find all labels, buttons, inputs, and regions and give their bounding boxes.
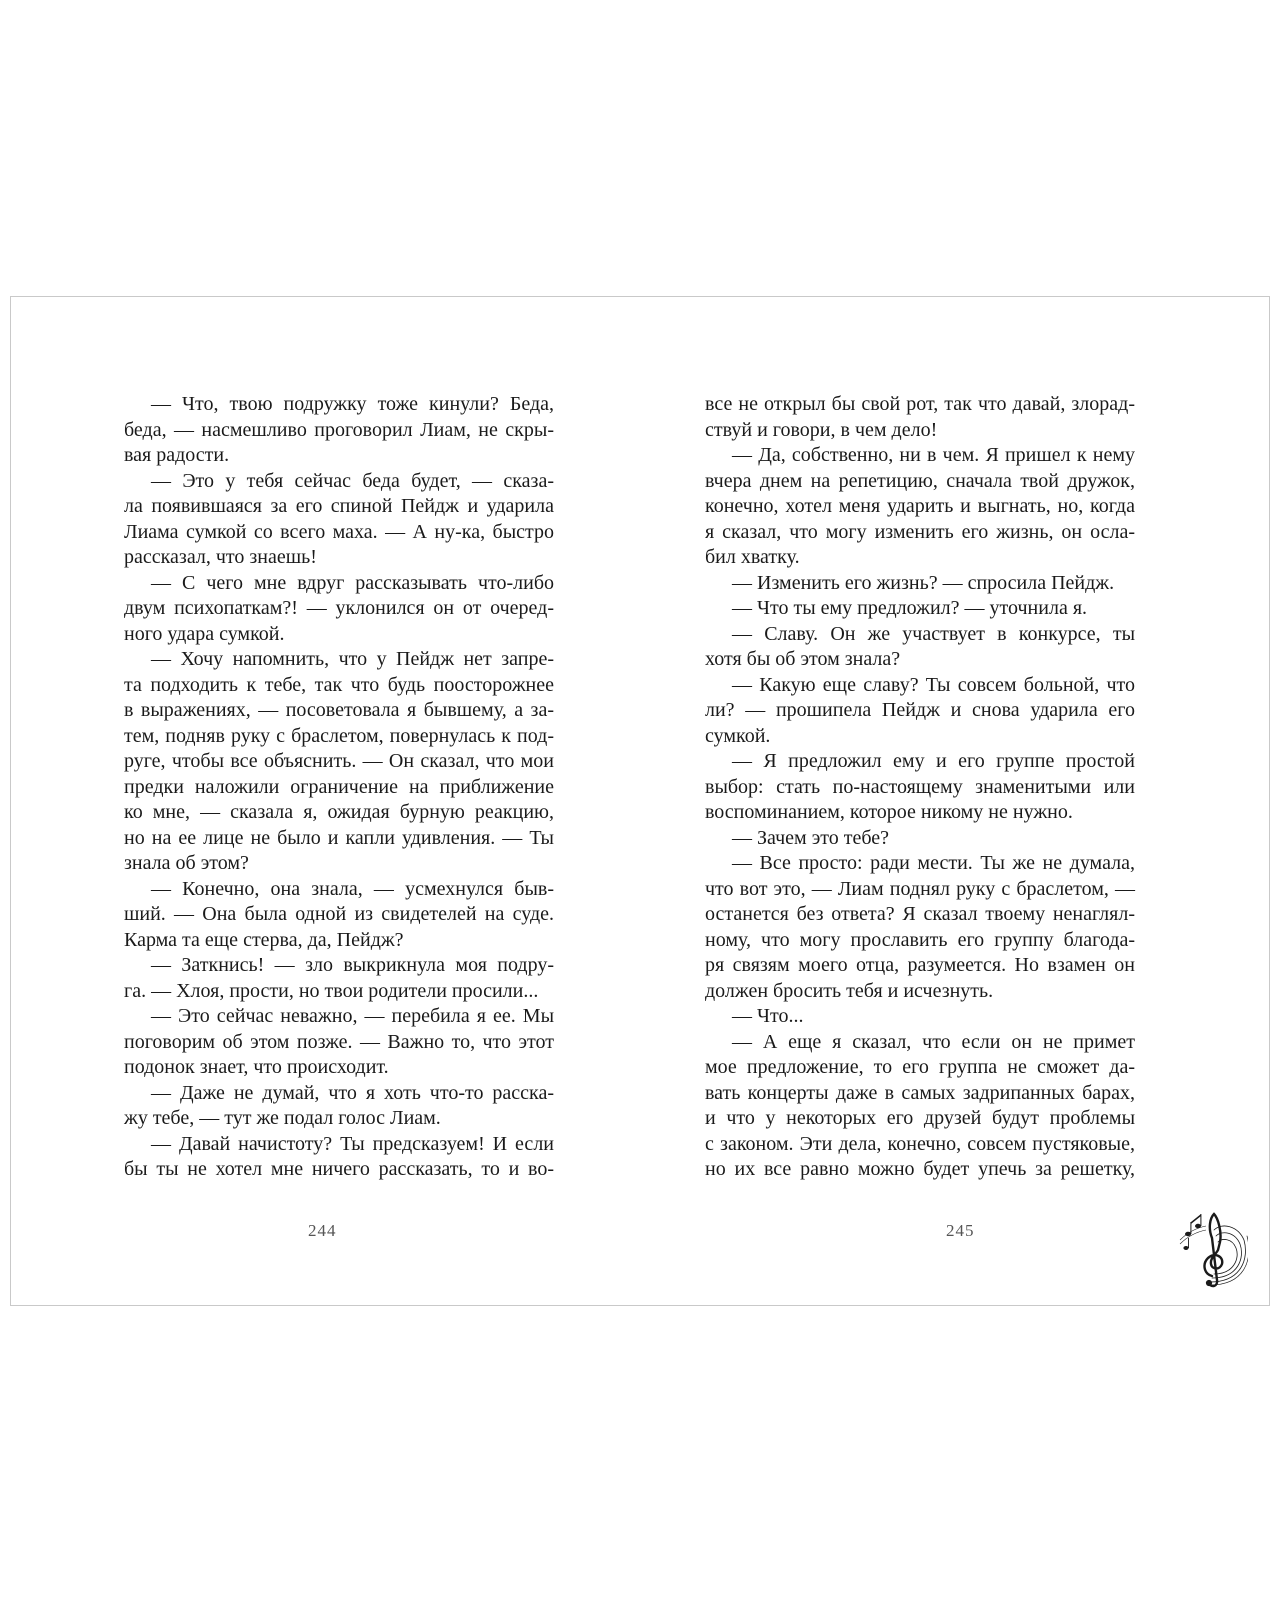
text-line: знала об этом? [124,852,249,874]
treble-clef-icon [1178,1208,1248,1288]
text-line: — Что... [732,1005,804,1027]
text-line: — А еще я сказал, что если он не примет [732,1030,1135,1053]
text-line: беда, — насмешливо проговорил Лиам, не скры- [124,418,554,441]
text-line: — Да, собственно, ни в чем. Я пришел к нему [732,444,1135,466]
text-line: жу тебе, — тут же подал голос Лиам. [124,1107,441,1129]
text-line: воспоминанием, которое никому не нужно. [705,801,1073,823]
text-line: ко мне, — сказала я, ожидая бурную реакцию, [124,801,554,823]
text-line: рассказал, что знаешь! [124,546,317,568]
text-line: вчера днем на репетицию, сначала твой дружок, [705,469,1135,492]
text-line: — Что, твою подружку тоже кинули? Беда, [151,393,554,415]
text-line: что вот это, — Лиам поднял руку с браслетом, — [705,877,1135,900]
text-line: вать концерты даже в самых задрипанных барах, [705,1081,1135,1104]
text-line: — Заткнись! — зло выкрикнула моя подру- [151,954,554,976]
text-line: ря связям моего отца, разумеется. Но взамен он [705,954,1135,976]
page-number-right: 245 [946,1221,975,1240]
text-line: ли? — прошипела Пейдж и снова ударила его [705,699,1135,721]
text-line: Карма та еще стерва, да, Пейдж? [124,928,404,951]
text-line: двум психопаткам?! — уклонился он от очеред- [124,597,554,619]
page-number-left: 244 [308,1221,337,1240]
text-line: га. — Хлоя, прости, но твои родители просили... [124,979,539,1002]
text-line: ствуй и говори, в чем дело! [705,418,938,441]
text-line: подонок знает, что происходит. [124,1056,389,1078]
text-line: останется без ответа? Я сказал твоему ненаглял- [705,903,1135,925]
text-line: руге, чтобы все объяснить. — Он сказал, что мои [124,750,554,772]
text-line: должен бросить тебя и исчезнуть. [705,979,994,1002]
text-line: поговорим об этом позже. — Важно то, что этот [124,1030,554,1053]
text-line: — Даже не думай, что я хоть что-то расска- [151,1081,554,1104]
text-line: — Что ты ему предложил? — уточнила я. [732,597,1088,619]
text-line: — Это у тебя сейчас беда будет, — сказа- [151,469,554,492]
text-line: все не открыл бы свой рот, так что давай, злорад- [705,393,1135,415]
text-line: в выражениях, — посоветовала я бывшему, а за- [124,699,554,721]
text-line: тем, подняв руку с браслетом, повернулась к под- [124,724,554,747]
text-line: ший. — Она была одной из свидетелей на суде. [124,903,554,925]
text-line: но их все равно можно будет упечь за решетку, [705,1158,1135,1180]
text-line: мое предложение, то его группа не сможет да- [705,1056,1135,1078]
text-line: выбор: стать по-настоящему знаменитыми или [705,775,1135,798]
text-line: и что у некоторых его друзей будут проблемы [705,1107,1135,1129]
left-page-text [124,392,554,1183]
text-line: я сказал, что могу изменить его жизнь, он осла- [705,520,1135,543]
text-line: та подходить к тебе, так что будь поосторожнее [124,673,554,696]
text-line: — Славу. Он же участвует в конкурсе, ты [732,622,1135,645]
text-line: — Я предложил ему и его группе простой [732,750,1135,772]
text-line: — Хочу напомнить, что у Пейдж нет запре- [151,648,554,670]
text-line: бил хватку. [705,546,800,568]
text-line: ла появившаяся за его спиной Пейдж и ударила [124,495,554,517]
text-line: — С чего мне вдруг рассказывать что-либо [151,571,554,594]
text-line: — Изменить его жизнь? — спросила Пейдж. [732,571,1115,594]
right-page-text [705,392,1135,1183]
text-line: ному, что могу прославить его группу благода- [705,928,1135,951]
text-line: — Давай начистоту? Ты предсказуем! И если [151,1132,554,1155]
text-line: — Какую еще славу? Ты совсем больной, что [732,673,1135,696]
text-line: сумкой. [705,724,771,747]
text-line: — Зачем это тебе? [732,826,890,849]
text-line: бы ты не хотел мне ничего рассказать, то и во- [124,1158,554,1180]
text-line: конечно, хотел меня ударить и выгнать, но, когда [705,495,1135,517]
text-line: — Это сейчас неважно, — перебила я ее. Мы [151,1005,554,1027]
text-line: с законом. Эти дела, конечно, совсем пустяковые, [705,1132,1135,1155]
text-line: предки наложили ограничение на приближение [124,775,554,798]
text-line: хотя бы об этом знала? [705,648,901,670]
text-line: — Все просто: ради мести. Ты же не думала, [732,852,1135,874]
text-line: — Конечно, она знала, — усмехнулся быв- [151,877,554,900]
text-line: Лиама сумкой со всего маха. — А ну-ка, быстро [124,520,554,543]
text-line: но на ее лице не было и капли удивления. — Ты [124,826,554,849]
text-line: ного удара сумкой. [124,622,285,645]
text-line: вая радости. [124,444,230,466]
